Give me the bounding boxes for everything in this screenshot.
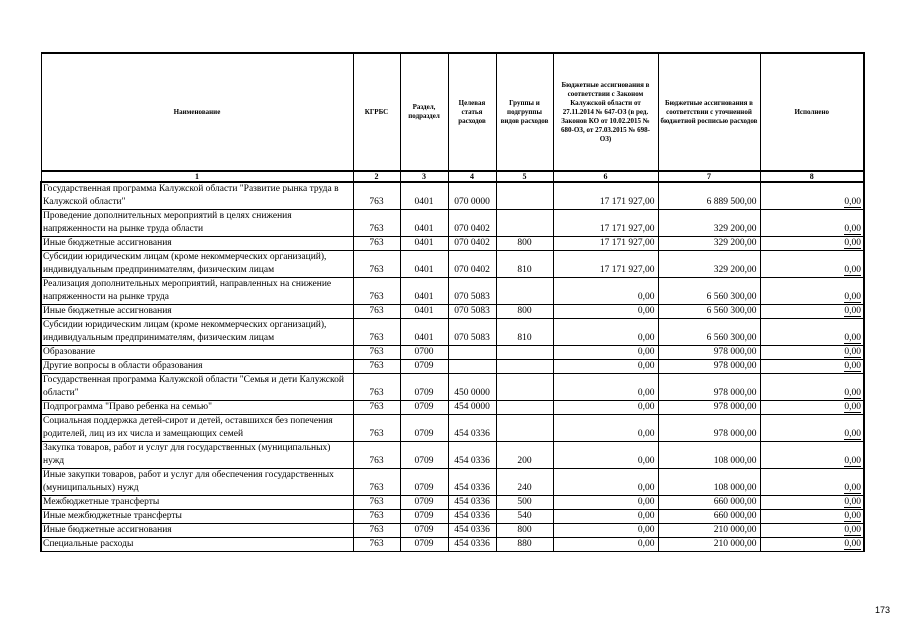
cell-target-article: 070 0402 bbox=[448, 237, 496, 251]
cell-section: 0401 bbox=[400, 305, 448, 319]
col-header-executed: Исполнено bbox=[760, 53, 864, 171]
cell-executed bbox=[760, 360, 864, 374]
cell-refined-allocation: 329 200,00 bbox=[658, 210, 760, 237]
cell-executed bbox=[760, 442, 864, 469]
cell-refined-allocation: 978 000,00 bbox=[658, 374, 760, 401]
table-row bbox=[41, 401, 864, 415]
cell-expense-group: 810 bbox=[496, 319, 553, 346]
cell-expense-group: 800 bbox=[496, 305, 553, 319]
cell-executed bbox=[760, 210, 864, 237]
col-number: 3 bbox=[400, 171, 448, 182]
cell-section: 0401 bbox=[400, 182, 448, 210]
cell-expense-group: 810 bbox=[496, 251, 553, 278]
cell-law-allocation: 0,00 bbox=[553, 278, 658, 305]
cell-executed bbox=[760, 305, 864, 319]
cell-expense-group: 540 bbox=[496, 510, 553, 524]
executed-value: 0,00 bbox=[844, 402, 861, 412]
cell-kgrbs: 763 bbox=[353, 278, 400, 305]
executed-value: 0,00 bbox=[844, 497, 861, 507]
cell-law-allocation: 0,00 bbox=[553, 346, 658, 360]
cell-section: 0709 bbox=[400, 524, 448, 538]
cell-law-allocation: 0,00 bbox=[553, 360, 658, 374]
cell-section: 0709 bbox=[400, 442, 448, 469]
cell-name: Иные закупки товаров, работ и услуг для обеспечения государственных (муниципальных) нужд bbox=[41, 469, 353, 496]
cell-target-article: 454 0336 bbox=[448, 442, 496, 469]
cell-target-article: 454 0336 bbox=[448, 415, 496, 442]
cell-name: Другие вопросы в области образования bbox=[41, 360, 353, 374]
table-row bbox=[41, 360, 864, 374]
executed-value: 0,00 bbox=[844, 539, 861, 549]
cell-law-allocation: 0,00 bbox=[553, 496, 658, 510]
cell-law-allocation: 0,00 bbox=[553, 524, 658, 538]
cell-expense-group bbox=[496, 346, 553, 360]
cell-kgrbs: 763 bbox=[353, 538, 400, 552]
cell-refined-allocation: 210 000,00 bbox=[658, 538, 760, 552]
cell-refined-allocation: 6 560 300,00 bbox=[658, 319, 760, 346]
col-number: 7 bbox=[658, 171, 760, 182]
cell-name: Иные бюджетные ассигнования bbox=[41, 237, 353, 251]
cell-kgrbs: 763 bbox=[353, 305, 400, 319]
cell-expense-group: 800 bbox=[496, 524, 553, 538]
cell-name: Субсидии юридическим лицам (кроме некоммерческих организаций), индивидуальным предпринимателям, физическим лицам bbox=[41, 319, 353, 346]
cell-kgrbs: 763 bbox=[353, 510, 400, 524]
cell-name: Подпрограмма "Право ребенка на семью" bbox=[41, 401, 353, 415]
cell-target-article bbox=[448, 346, 496, 360]
cell-refined-allocation: 210 000,00 bbox=[658, 524, 760, 538]
cell-kgrbs: 763 bbox=[353, 374, 400, 401]
cell-expense-group bbox=[496, 278, 553, 305]
cell-refined-allocation: 660 000,00 bbox=[658, 510, 760, 524]
col-number: 8 bbox=[760, 171, 864, 182]
cell-law-allocation: 17 171 927,00 bbox=[553, 251, 658, 278]
cell-law-allocation: 17 171 927,00 bbox=[553, 237, 658, 251]
cell-kgrbs: 763 bbox=[353, 401, 400, 415]
table-row bbox=[41, 251, 864, 278]
cell-law-allocation: 0,00 bbox=[553, 319, 658, 346]
col-header-name: Наименование bbox=[41, 53, 353, 171]
cell-section: 0401 bbox=[400, 210, 448, 237]
cell-section: 0709 bbox=[400, 415, 448, 442]
cell-law-allocation: 17 171 927,00 bbox=[553, 210, 658, 237]
cell-section: 0709 bbox=[400, 510, 448, 524]
cell-executed bbox=[760, 538, 864, 552]
table-row bbox=[41, 182, 864, 210]
cell-law-allocation: 0,00 bbox=[553, 415, 658, 442]
executed-value: 0,00 bbox=[844, 238, 861, 248]
cell-executed bbox=[760, 319, 864, 346]
cell-section: 0700 bbox=[400, 346, 448, 360]
cell-refined-allocation: 978 000,00 bbox=[658, 360, 760, 374]
cell-section: 0709 bbox=[400, 496, 448, 510]
cell-expense-group bbox=[496, 415, 553, 442]
cell-target-article: 450 0000 bbox=[448, 374, 496, 401]
executed-value: 0,00 bbox=[844, 511, 861, 521]
cell-section: 0401 bbox=[400, 319, 448, 346]
cell-name: Межбюджетные трансферты bbox=[41, 496, 353, 510]
cell-target-article: 070 5083 bbox=[448, 278, 496, 305]
cell-target-article: 454 0336 bbox=[448, 496, 496, 510]
table-row bbox=[41, 319, 864, 346]
cell-executed bbox=[760, 278, 864, 305]
column-number-row bbox=[41, 171, 864, 182]
cell-executed bbox=[760, 415, 864, 442]
col-header-kgrbs: КГРБС bbox=[353, 53, 400, 171]
col-header-refined-allocations: Бюджетные ассигнования в соответствии с уточненной бюджетной росписью расходов bbox=[658, 53, 760, 171]
cell-kgrbs: 763 bbox=[353, 346, 400, 360]
cell-section: 0401 bbox=[400, 237, 448, 251]
cell-name: Иные бюджетные ассигнования bbox=[41, 524, 353, 538]
cell-expense-group bbox=[496, 210, 553, 237]
col-header-section: Раздел, подраздел bbox=[400, 53, 448, 171]
cell-expense-group bbox=[496, 374, 553, 401]
page-number: 173 bbox=[875, 605, 891, 615]
cell-target-article: 454 0000 bbox=[448, 401, 496, 415]
table-row bbox=[41, 237, 864, 251]
table-row bbox=[41, 510, 864, 524]
cell-law-allocation: 0,00 bbox=[553, 374, 658, 401]
cell-executed bbox=[760, 346, 864, 360]
cell-refined-allocation: 6 889 500,00 bbox=[658, 182, 760, 210]
cell-section: 0401 bbox=[400, 251, 448, 278]
cell-name: Государственная программа Калужской области "Семья и дети Калужской области" bbox=[41, 374, 353, 401]
cell-executed bbox=[760, 524, 864, 538]
executed-value: 0,00 bbox=[844, 429, 861, 439]
header-row bbox=[41, 53, 864, 171]
cell-name: Закупка товаров, работ и услуг для государственных (муниципальных) нужд bbox=[41, 442, 353, 469]
cell-refined-allocation: 6 560 300,00 bbox=[658, 278, 760, 305]
executed-value: 0,00 bbox=[844, 224, 861, 234]
cell-executed bbox=[760, 374, 864, 401]
budget-execution-table bbox=[40, 52, 865, 552]
table-row bbox=[41, 210, 864, 237]
cell-name: Проведение дополнительных мероприятий в целях снижения напряженности на рынке труда области bbox=[41, 210, 353, 237]
cell-name: Государственная программа Калужской области "Развитие рынка труда в Калужской области" bbox=[41, 182, 353, 210]
col-number: 5 bbox=[496, 171, 553, 182]
executed-value: 0,00 bbox=[844, 292, 861, 302]
cell-name: Реализация дополнительных мероприятий, направленных на снижение напряженности на рынке труда bbox=[41, 278, 353, 305]
cell-target-article: 454 0336 bbox=[448, 469, 496, 496]
cell-section: 0709 bbox=[400, 469, 448, 496]
cell-section: 0709 bbox=[400, 538, 448, 552]
executed-value: 0,00 bbox=[844, 483, 861, 493]
col-header-expense-groups: Группы и подгруппы видов расходов bbox=[496, 53, 553, 171]
cell-target-article: 454 0336 bbox=[448, 510, 496, 524]
cell-target-article: 070 5083 bbox=[448, 305, 496, 319]
table-row bbox=[41, 538, 864, 552]
col-number: 6 bbox=[553, 171, 658, 182]
cell-law-allocation: 0,00 bbox=[553, 442, 658, 469]
cell-expense-group: 240 bbox=[496, 469, 553, 496]
cell-law-allocation: 0,00 bbox=[553, 469, 658, 496]
col-number: 2 bbox=[353, 171, 400, 182]
cell-name: Социальная поддержка детей-сирот и детей, оставшихся без попечения родителей, лиц из их числа и замещающих семей bbox=[41, 415, 353, 442]
cell-name: Субсидии юридическим лицам (кроме некоммерческих организаций), индивидуальным предпринимателям, физическим лицам bbox=[41, 251, 353, 278]
cell-section: 0709 bbox=[400, 360, 448, 374]
cell-refined-allocation: 329 200,00 bbox=[658, 251, 760, 278]
cell-name: Образование bbox=[41, 346, 353, 360]
cell-kgrbs: 763 bbox=[353, 237, 400, 251]
table-row bbox=[41, 415, 864, 442]
cell-kgrbs: 763 bbox=[353, 319, 400, 346]
cell-expense-group: 200 bbox=[496, 442, 553, 469]
executed-value: 0,00 bbox=[844, 347, 861, 357]
cell-kgrbs: 763 bbox=[353, 496, 400, 510]
cell-executed bbox=[760, 510, 864, 524]
cell-law-allocation: 0,00 bbox=[553, 538, 658, 552]
table-row bbox=[41, 278, 864, 305]
cell-kgrbs: 763 bbox=[353, 251, 400, 278]
cell-refined-allocation: 978 000,00 bbox=[658, 401, 760, 415]
table-body bbox=[41, 182, 864, 552]
cell-refined-allocation: 108 000,00 bbox=[658, 469, 760, 496]
cell-section: 0709 bbox=[400, 374, 448, 401]
cell-refined-allocation: 329 200,00 bbox=[658, 237, 760, 251]
col-number: 1 bbox=[41, 171, 353, 182]
cell-target-article: 454 0336 bbox=[448, 524, 496, 538]
cell-expense-group: 500 bbox=[496, 496, 553, 510]
cell-kgrbs: 763 bbox=[353, 442, 400, 469]
table-row bbox=[41, 442, 864, 469]
cell-target-article: 070 0402 bbox=[448, 251, 496, 278]
cell-law-allocation: 17 171 927,00 bbox=[553, 182, 658, 210]
table-row bbox=[41, 305, 864, 319]
executed-value: 0,00 bbox=[844, 525, 861, 535]
executed-value: 0,00 bbox=[844, 265, 861, 275]
cell-target-article bbox=[448, 360, 496, 374]
cell-expense-group bbox=[496, 401, 553, 415]
table-row bbox=[41, 469, 864, 496]
cell-kgrbs: 763 bbox=[353, 415, 400, 442]
cell-executed bbox=[760, 496, 864, 510]
cell-target-article: 070 0402 bbox=[448, 210, 496, 237]
cell-expense-group bbox=[496, 360, 553, 374]
cell-name: Специальные расходы bbox=[41, 538, 353, 552]
cell-executed bbox=[760, 401, 864, 415]
table-row bbox=[41, 524, 864, 538]
executed-value: 0,00 bbox=[844, 388, 861, 398]
cell-executed bbox=[760, 251, 864, 278]
cell-expense-group: 800 bbox=[496, 237, 553, 251]
col-number: 4 bbox=[448, 171, 496, 182]
cell-refined-allocation: 6 560 300,00 bbox=[658, 305, 760, 319]
cell-kgrbs: 763 bbox=[353, 210, 400, 237]
cell-law-allocation: 0,00 bbox=[553, 401, 658, 415]
table-row bbox=[41, 496, 864, 510]
cell-executed bbox=[760, 237, 864, 251]
cell-target-article: 070 5083 bbox=[448, 319, 496, 346]
cell-target-article: 454 0336 bbox=[448, 538, 496, 552]
executed-value: 0,00 bbox=[844, 306, 861, 316]
col-header-law-allocations: Бюджетные ассигнования в соответствии с Законом Калужской области от 27.11.2014 № 647-ОЗ (в ред. Законов КО от 10.02.2015 № 680-ОЗ, от 27.03.2015 № 698-ОЗ) bbox=[553, 53, 658, 171]
executed-value: 0,00 bbox=[844, 361, 861, 371]
cell-executed bbox=[760, 182, 864, 210]
cell-law-allocation: 0,00 bbox=[553, 305, 658, 319]
cell-expense-group: 880 bbox=[496, 538, 553, 552]
cell-kgrbs: 763 bbox=[353, 469, 400, 496]
cell-refined-allocation: 978 000,00 bbox=[658, 346, 760, 360]
cell-law-allocation: 0,00 bbox=[553, 510, 658, 524]
cell-target-article: 070 0000 bbox=[448, 182, 496, 210]
executed-value: 0,00 bbox=[844, 456, 861, 466]
cell-kgrbs: 763 bbox=[353, 524, 400, 538]
cell-expense-group bbox=[496, 182, 553, 210]
cell-name: Иные межбюджетные трансферты bbox=[41, 510, 353, 524]
cell-section: 0709 bbox=[400, 401, 448, 415]
cell-name: Иные бюджетные ассигнования bbox=[41, 305, 353, 319]
cell-refined-allocation: 108 000,00 bbox=[658, 442, 760, 469]
table-row bbox=[41, 374, 864, 401]
cell-section: 0401 bbox=[400, 278, 448, 305]
executed-value: 0,00 bbox=[844, 333, 861, 343]
cell-kgrbs: 763 bbox=[353, 182, 400, 210]
cell-refined-allocation: 978 000,00 bbox=[658, 415, 760, 442]
cell-executed bbox=[760, 469, 864, 496]
executed-value: 0,00 bbox=[844, 197, 861, 207]
table-row bbox=[41, 346, 864, 360]
cell-kgrbs: 763 bbox=[353, 360, 400, 374]
col-header-target-article: Целевая статья расходов bbox=[448, 53, 496, 171]
cell-refined-allocation: 660 000,00 bbox=[658, 496, 760, 510]
